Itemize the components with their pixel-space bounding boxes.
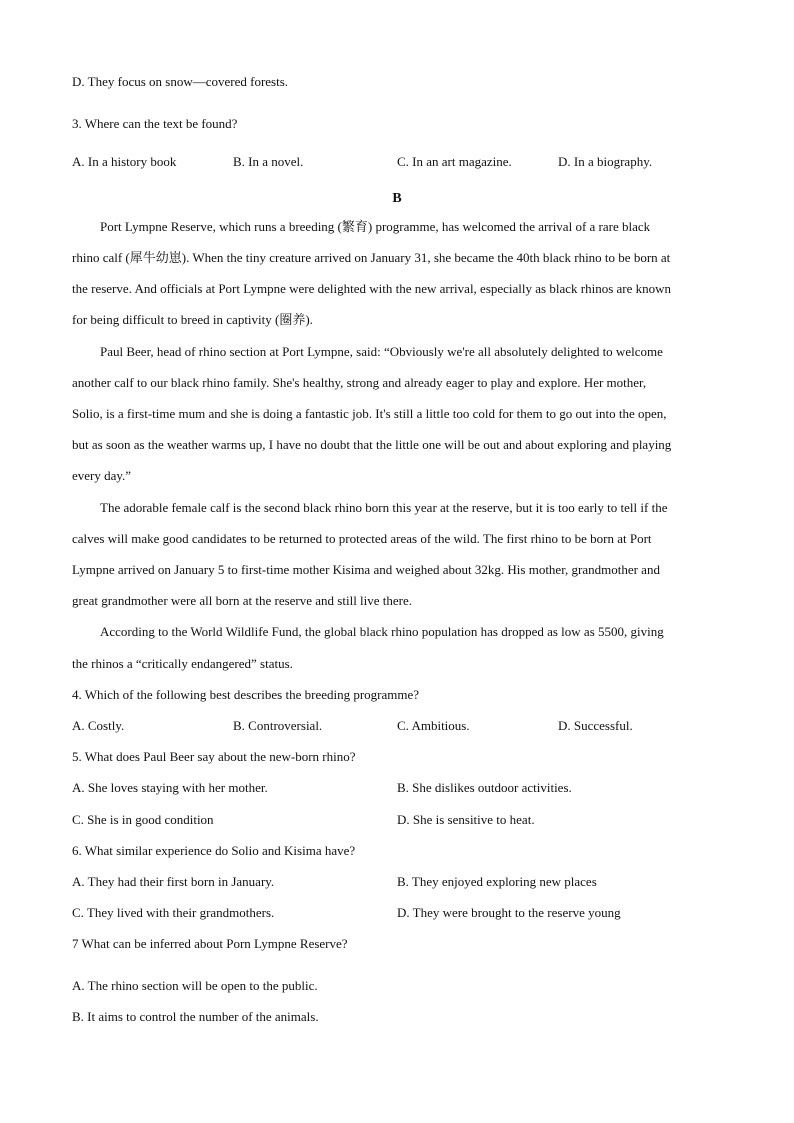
q6-option-a: A. They had their first born in January. — [72, 874, 275, 889]
passage-line: another calf to our black rhino family. She's healthy, strong and already eager to play and explore. Her mother, — [72, 375, 647, 390]
question-4: 4. Which of the following best describes the breeding programme? — [72, 687, 420, 702]
q7-option-a: A. The rhino section will be open to the public. — [72, 978, 318, 993]
q3-option-d: D. In a biography. — [558, 154, 653, 169]
passage-line: great grandmother were all born at the reserve and still live there. — [72, 593, 413, 608]
passage-line: every day.” — [72, 468, 132, 483]
passage-line: Lympne arrived on January 5 to first-time mother Kisima and weighed about 32kg. His mother, grandmother and — [72, 562, 660, 577]
q3-option-a: A. In a history book — [72, 154, 177, 169]
passage-line: for being difficult to breed in captivity (圈养). — [72, 312, 313, 327]
q3-option-b: B. In a novel. — [233, 154, 304, 169]
q5-option-c: C. She is in good condition — [72, 812, 214, 827]
passage-line: but as soon as the weather warms up, I have no doubt that the little one will be out and about exploring and playing — [72, 437, 672, 452]
q5-option-d: D. She is sensitive to heat. — [397, 812, 535, 827]
q7-option-b: B. It aims to control the number of the animals. — [72, 1009, 319, 1024]
passage-line: the reserve. And officials at Port Lympne were delighted with the new arrival, especially as black rhinos are known — [72, 281, 672, 296]
q6-option-c: C. They lived with their grandmothers. — [72, 905, 275, 920]
question-3: 3. Where can the text be found? — [72, 116, 238, 131]
passage-line: According to the World Wildlife Fund, the global black rhino population has dropped as low as 5500, giving — [100, 624, 664, 639]
q3-option-c: C. In an art magazine. — [397, 154, 512, 169]
question-6: 6. What similar experience do Solio and Kisima have? — [72, 843, 356, 858]
q6-option-b: B. They enjoyed exploring new places — [397, 874, 597, 889]
q5-option-a: A. She loves staying with her mother. — [72, 780, 268, 795]
passage-line: Port Lympne Reserve, which runs a breeding (繁育) programme, has welcomed the arrival of a rare black — [100, 219, 651, 234]
prev-question-option-d: D. They focus on snow—covered forests. — [72, 74, 289, 89]
passage-line: rhino calf (犀牛幼崽). When the tiny creature arrived on January 31, she became the 40th black rhino to be born at — [72, 250, 671, 265]
q4-option-b: B. Controversial. — [233, 718, 323, 733]
section-heading: B — [392, 191, 402, 206]
passage-line: Solio, is a first-time mum and she is doing a fantastic job. It's still a little too cold for them to go out into the open, — [72, 406, 667, 421]
passage-line: calves will make good candidates to be returned to protected areas of the wild. The first rhino to be born at Port — [72, 531, 652, 546]
question-5: 5. What does Paul Beer say about the new-born rhino? — [72, 749, 356, 764]
question-7: 7 What can be inferred about Porn Lympne Reserve? — [72, 936, 348, 951]
passage-line: The adorable female calf is the second black rhino born this year at the reserve, but it is too early to tell if the — [100, 500, 668, 515]
passage-line: the rhinos a “critically endangered” status. — [72, 656, 293, 671]
q6-option-d: D. They were brought to the reserve young — [397, 905, 621, 920]
q4-option-c: C. Ambitious. — [397, 718, 470, 733]
q4-option-d: D. Successful. — [558, 718, 633, 733]
passage-line: Paul Beer, head of rhino section at Port Lympne, said: “Obviously we're all absolutely delighted to welcome — [100, 344, 663, 359]
q5-option-b: B. She dislikes outdoor activities. — [397, 780, 572, 795]
q4-option-a: A. Costly. — [72, 718, 125, 733]
